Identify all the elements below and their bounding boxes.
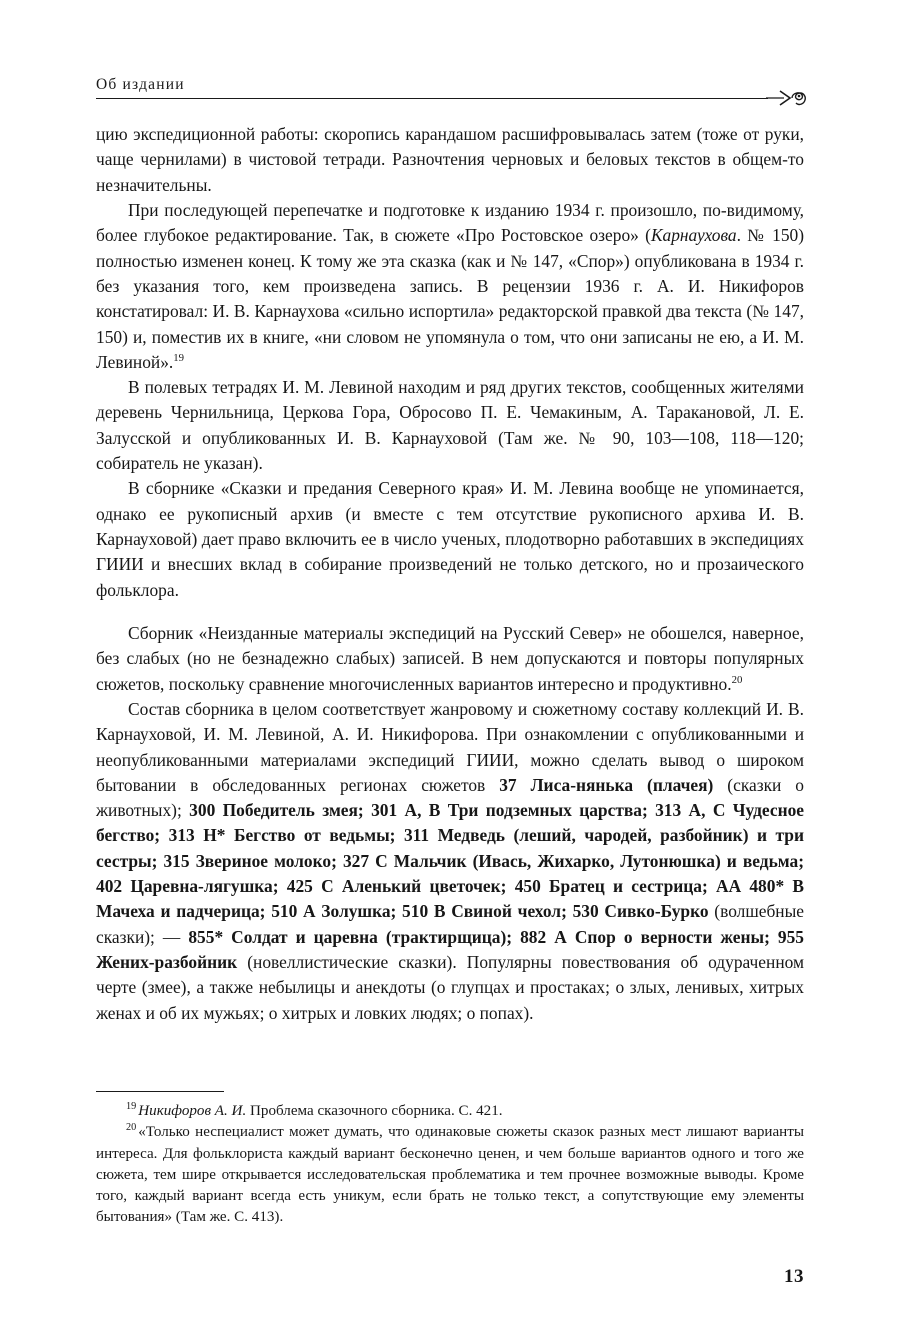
text-run: 19 [173, 352, 185, 365]
flourish-ornament-icon [766, 84, 808, 112]
text-run: . № 150) полностью изменен конец. К тому же эта сказка (как и № 147, «Спор») опубликована в 1934 г. без указания того, кем произведена запись. В рецензии 1936 г. А. И. Никифоров констатировал: И. В. Карнаухова «сильно испортила» редакторской правкой два текста (№ 147, 150) и, поместив их в книге, «ни словом не упомянула о том, что они записаны не ею, а И. М. Левиной». [96, 225, 804, 372]
text-run: 20 [731, 673, 743, 686]
footnote-marker: 19 [126, 1101, 137, 1113]
text-run: (сказки о животных); [96, 774, 805, 821]
text-run: 37 Лиса-нянька (плачея) [499, 774, 714, 795]
footnote [96, 1122, 804, 1228]
paragraph [96, 697, 804, 1026]
text-run: (новеллистические сказки). Популярны повествования об одураченном черте (змее), а также небылицы и анекдоты (о глупцах и простаках; о злых, ленивых, хитрых женах и об их мужьях; о хитрых и ловких людях; о попах). [96, 952, 804, 1023]
footnote-divider [96, 1091, 224, 1092]
text-run: «Только неспециалист может думать, что одинаковые сюжеты сказок разных мест лишают варианты интереса. Для фольклориста каждый вариант бесконечно ценен, и чем больше вариантов одного и того же сюжета, тем шире открывается исследовательская проблематика и тем прочнее возможные выводы. Кроме того, каждый вариант всегда есть уникум, если брать не только текст, а сопутствующие ему элементы бытования» (Там же. С. 413). [96, 1124, 804, 1225]
page-number: 13 [784, 1266, 804, 1287]
text-run: Состав сборника в целом соответствует жанровому и сюжетному составу коллекций И. В. Карнауховой, И. М. Левиной, А. И. Никифорова. При ознакомлении с опубликованными и неопубликованными материалами экспедиций ГИИИ, можно сделать вывод о широком бытовании в обследованных регионах сюжетов [96, 698, 804, 795]
text-run: цию экспедиционной работы: скоропись карандашом расшифровывалась затем (тоже от руки, чаще чернилами) в чистовой тетради. Разночтения черновых и беловых текстов в общем-то незначительны. [96, 124, 804, 195]
running-head [96, 72, 804, 116]
footnotes [96, 1091, 804, 1228]
text-run: При последующей перепечатке и подготовке к изданию 1934 г. произошло, по-видимому, более глубокое редактирование. Так, в сюжете «Про Ростовское озеро» ( [96, 199, 804, 246]
paragraph [96, 375, 804, 476]
text-run: Никифоров А. И. [138, 1103, 247, 1120]
paragraph [96, 476, 804, 603]
paragraph [96, 122, 804, 198]
footnote [96, 1101, 804, 1122]
text-run: Сборник «Неизданные материалы экспедиций на Русский Север» не обошелся, наверное, без слабых (но не безнадежно слабых) записей. В нем допускаются и повторы популярных сюжетов, поскольку сравнение многочисленных вариантов интересно и продуктивно. [96, 622, 804, 694]
text-run: (волшебные сказки); — [96, 901, 805, 947]
paragraph [96, 621, 804, 697]
footnote-marker: 20 [126, 1122, 137, 1134]
text-run: Карнаухова [650, 225, 737, 246]
paragraph [96, 198, 804, 375]
body-text [96, 122, 804, 1026]
running-head-title: Об издании [96, 76, 185, 93]
header-divider [96, 98, 768, 99]
text-run: 300 Победитель змея; 301 А, В Три подземных царства; 313 А, С Чудесное бегство; 313 Н* Бегство от ведьмы; 311 Медведь (леший, чародей, разбойник) и три сестры; 315 Звериное молоко; 327 С Мальчик (Ивась, Жихарко, Лутонюшка) и ведьма; 402 Царевна-лягушка; 425 С Аленький цветочек; 450 Братец и сестрица; АА 480* В Мачеха и падчерица; 510 А Золушка; 510 В Свиной чехол; 530 Сивко-Бурко [96, 800, 805, 922]
text-run: В сборнике «Сказки и предания Северного края» И. М. Левина вообще не упоминается, однако ее рукописный архив (и вместе с тем отсутствие рукописного архива И. В. Карнауховой) дает право включить ее в число ученых, плодотворно работавших в экспедициях ГИИИ и внесших вклад в собирание произведений не только детского, но и прозаического фольклора. [96, 478, 804, 600]
text-run: Проблема сказочного сборника. С. 421. [246, 1103, 503, 1120]
text-run: 855* Солдат и царевна (трактирщица); 882 А Спор о верности жены; 955 Жених-разбойник [96, 926, 804, 972]
text-run: В полевых тетрадях И. М. Левиной находим и ряд других текстов, сообщенных жителями деревень Чернильница, Церкова Гора, Обросово П. Е. Чемакиным, А. Таракановой, Л. Е. Залусской и опубликованных И. В. Карнауховой (Там же. № 90, 103—108, 118—120; собиратель не указан). [96, 377, 804, 474]
